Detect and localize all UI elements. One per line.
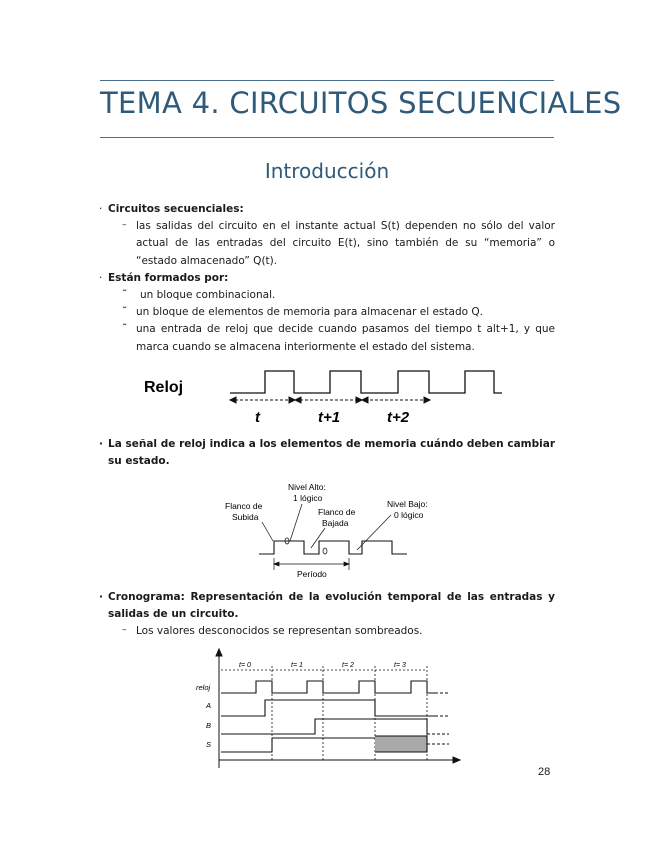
nivel-bajo-value: 0 lógico [394,510,424,520]
nivel-alto-value: 1 lógico [293,493,323,503]
flanco-subida-value: Subida [232,512,259,522]
s-label: S [206,740,212,749]
bullet-cronograma: · Cronograma: Representación de la evolución temporal de las entradas y salidas de un circuito. [99,591,556,621]
time-label-t: t [255,409,260,426]
flanco-subida-label: Flanco de [225,501,263,511]
bullet-formados: · Están formados por: [99,271,229,284]
b-signal [221,719,427,734]
b-label: B [206,721,212,730]
bottom-rule [100,137,554,138]
signal-diagram [215,478,445,583]
bullet-senal: · La señal de reloj indica a los elementos de memoria cuándo deben cambiar su estado. [99,438,555,468]
time-axis [230,397,430,403]
reloj-signal [221,681,435,693]
list-item: ˜ una entrada de reloj que decide cuando pasamos del tiempo t alt+1, y que marca cuando se almacena interiormente el estado del sistema. [122,323,555,353]
body-block-2 [99,436,555,470]
bullet-heading: Circuitos secuenciales: [108,203,244,215]
page-number: 28 [538,766,551,778]
body-block-3 [99,589,555,641]
time-label-t1: t+1 [318,409,341,426]
continuation-dashes [427,693,449,744]
signal-waveform [259,541,407,554]
bullet-circuitos: · Circuitos secuenciales: [99,203,244,215]
time-label-t2: t+2 [387,409,410,426]
t2-label: t= 2 [342,662,354,669]
t1-label: t= 1 [291,662,303,669]
a-signal [221,700,435,716]
periodo-label: Período [297,569,327,579]
body-block-1 [99,201,555,356]
t3-label: t= 3 [394,662,406,669]
page-title: TEMA 4. CIRCUITOS SECUENCIALES [100,86,622,120]
flanco-bajada-label: Flanco de [318,507,356,517]
nivel-bajo-label: Nivel Bajo: [387,499,428,509]
list-item: ˜ un bloque combinacional. [122,289,276,302]
reloj-label: reloj [196,683,211,692]
section-subtitle: Introducción [264,159,390,183]
cronograma-note: – Los valores desconocidos se representan sombreados. [122,625,423,638]
a-label: A [206,701,212,710]
t0-label: t= 0 [239,662,251,669]
clock-waveform [230,371,502,393]
clock-label: Reloj [144,379,184,396]
definition-text: – las salidas del circuito en el instante actual S(t) dependen no sólo del valor actual de las entradas del circuito E(t), sino también de su “memoria” o “estado almacenado” Q(t). [122,220,555,267]
bullet-heading: Están formados por: [108,271,229,284]
flanco-bajada-value: Bajada [322,518,349,528]
unknown-shade [375,736,427,752]
nivel-alto-label: Nivel Alto: [288,482,326,492]
list-item: ˜ un bloque de elementos de memoria para almacenar el estado Q. [122,306,483,319]
clock-diagram [130,362,530,430]
top-rule [100,80,554,81]
s-signal [221,738,375,752]
timing-diagram [195,648,465,770]
